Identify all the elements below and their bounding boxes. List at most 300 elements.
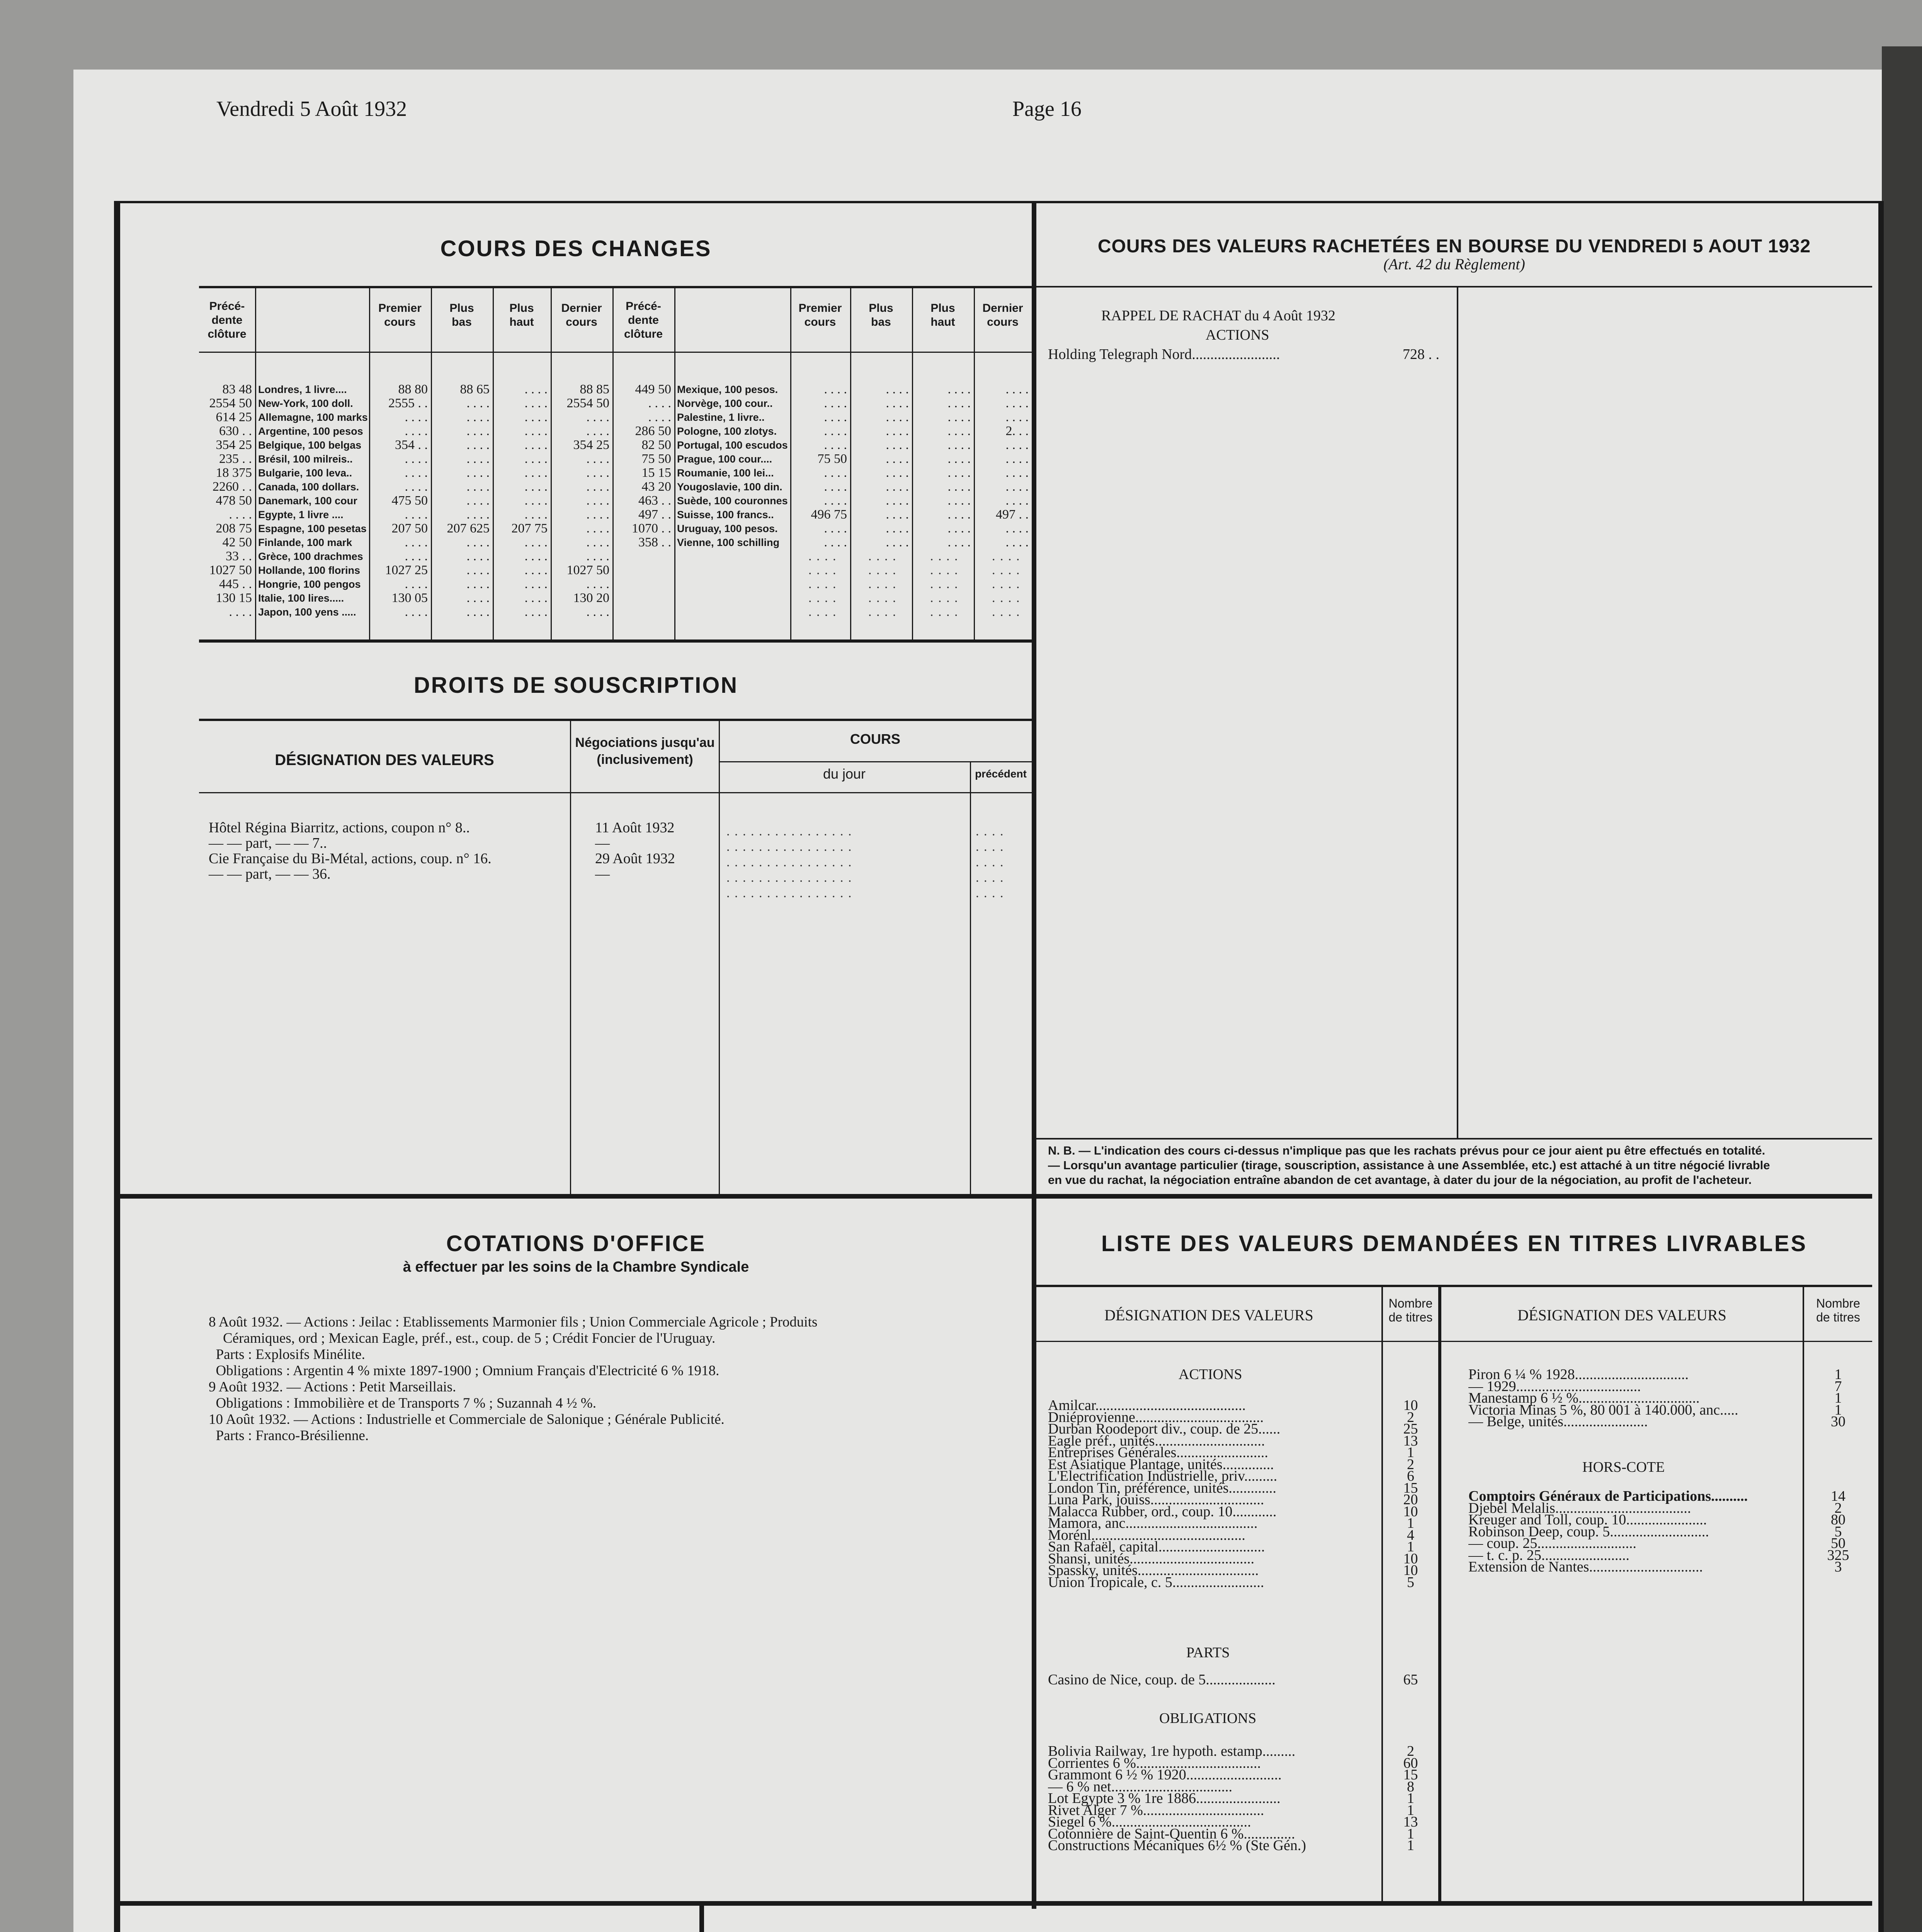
changes-cell-name: Espagne, 100 pesetas (258, 523, 367, 534)
changes-cell-last: . . . . (586, 577, 609, 591)
changes-cell-first: . . . . (405, 577, 428, 591)
changes-cell-prev: 463 . . (638, 493, 671, 508)
changes-cell-name: Allemagne, 100 marks (258, 412, 368, 423)
changes-cell-low: . . . . (886, 382, 909, 396)
changes-col-line (369, 286, 370, 639)
liste-col-designation-2: DÉSIGNATION DES VALEURS (1517, 1306, 1726, 1324)
changes-cell-first: 75 50 (817, 452, 847, 466)
changes-cell-last: 354 25 (573, 438, 609, 452)
changes-col-line (674, 286, 675, 639)
changes-cell-low: . . . . (466, 535, 490, 549)
cotations-line: Parts : Franco-Brésilienne. (209, 1428, 369, 1444)
liste-parts-heading: PARTS (1186, 1645, 1230, 1661)
liste-row-name: Robinson Deep, coup. 5........................... (1468, 1523, 1709, 1540)
empty-dots: . . . . (930, 549, 959, 563)
changes-cell-last: . . . . (586, 535, 609, 549)
col-prev-close: Précé- dente clôture (208, 300, 247, 340)
changes-cell-high: . . . . (947, 438, 971, 452)
changes-cell-name: Bulgarie, 100 leva.. (258, 467, 352, 479)
empty-dots: . . . . (930, 591, 959, 605)
liste-row-count: 1 (1407, 1837, 1414, 1854)
changes-cell-high: . . . . (947, 507, 971, 522)
changes-cell-high: . . . . (524, 549, 548, 563)
empty-dots: . . . . (868, 577, 897, 591)
liste-col-nombre: Nombre de titres (1388, 1296, 1433, 1324)
liste-row-count: 65 (1403, 1672, 1418, 1688)
liste-row-name: Cotonnière de Saint-Quentin 6 %.............. (1048, 1825, 1295, 1842)
cotations-line: 9 Août 1932. — Actions : Petit Marseillais. (209, 1379, 456, 1395)
changes-cell-name: Roumanie, 100 lei... (677, 467, 774, 479)
changes-cell-prev: 1070 . . (632, 521, 671, 536)
changes-cell-low: . . . . (466, 452, 490, 466)
changes-cell-name: Brésil, 100 milreis.. (258, 453, 353, 465)
liste-row-name: Casino de Nice, coup. de 5................... (1048, 1672, 1276, 1688)
liste-col-designation: DÉSIGNATION DES VALEURS (1104, 1306, 1313, 1324)
liste-row-name: — t. c. p. 25........................ (1468, 1547, 1629, 1563)
liste-row-name: L'Electrification Industrielle, priv......... (1048, 1468, 1277, 1484)
changes-cell-prev: . . . . (648, 410, 671, 424)
rachat-col-line (1457, 286, 1458, 1138)
changes-cell-first: 2555 . . (388, 396, 428, 410)
col-prev-close-2: Précé- dente clôture (624, 300, 663, 340)
changes-cell-last: . . . . (586, 424, 609, 438)
liste-row-name: Amilcar......................................... (1048, 1397, 1246, 1413)
cotations-line: Obligations : Immobilière et de Transports 7 % ; Suzannah 4 ½ %. (209, 1395, 596, 1411)
empty-dots: . . . . (992, 577, 1021, 591)
changes-cell-low: . . . . (886, 535, 909, 549)
changes-cell-first: . . . . (405, 549, 428, 563)
changes-cell-last: . . . . (586, 605, 609, 619)
empty-dots: . . . . . . . . . . . . . . . . (726, 855, 852, 869)
changes-bottom-rule (199, 639, 1032, 643)
droits-cours-rule (719, 761, 1032, 762)
liste-row-count: 15 (1403, 1480, 1418, 1496)
changes-cell-last: 2. . . (1005, 424, 1029, 438)
changes-cell-high: . . . . (947, 521, 971, 536)
changes-cell-first: 1027 25 (385, 563, 428, 577)
liste-row-name: Est Asiatique Plantage, unités.............. (1048, 1456, 1274, 1473)
vertical-divider-top (1032, 201, 1036, 1909)
liste-row-name: — Belge, unités....................... (1468, 1413, 1648, 1430)
changes-cell-low: . . . . (886, 410, 909, 424)
cotations-line: 8 Août 1932. — Actions : Jeilac : Etablissements Marmonier fils ; Union Commerciale Agricole ; Produits (209, 1314, 818, 1330)
changes-cell-low: . . . . (466, 549, 490, 563)
liste-col-line-double (1438, 1285, 1441, 1901)
changes-cell-last: . . . . (1005, 535, 1029, 549)
liste-row-name: San Rafaël, capital............................. (1048, 1539, 1265, 1555)
empty-dots: . . . . (976, 824, 1004, 838)
changes-cell-high: . . . . (524, 452, 548, 466)
changes-cell-prev: 75 50 (641, 452, 671, 466)
changes-cell-high: . . . . (947, 466, 971, 480)
changes-cell-name: Palestine, 1 livre.. (677, 412, 765, 423)
page-number: Page 16 (1012, 97, 1082, 121)
droits-top-rule (199, 719, 1032, 721)
changes-cell-high: . . . . (947, 535, 971, 549)
liste-row-name: Constructions Mécaniques 6½ % (Ste Gén.) (1048, 1837, 1306, 1854)
liste-row-name: Grammont 6 ½ % 1920.......................... (1048, 1767, 1282, 1783)
changes-cell-last: . . . . (586, 549, 609, 563)
changes-cell-first: . . . . (824, 424, 847, 438)
empty-dots: . . . . (808, 549, 837, 563)
liste-row-count: 50 (1831, 1535, 1845, 1551)
empty-dots: . . . . (808, 591, 837, 605)
changes-cell-prev: 82 50 (641, 438, 671, 452)
changes-cell-last: 1027 50 (566, 563, 609, 577)
empty-dots: . . . . (976, 840, 1004, 854)
liste-row-count: 4 (1407, 1527, 1414, 1543)
changes-cell-first: 207 50 (391, 521, 428, 536)
col-high-2: Plus haut (930, 302, 955, 328)
changes-cell-prev: 286 50 (635, 424, 671, 438)
liste-row-count: 60 (1403, 1755, 1418, 1771)
liste-row-name: Manestamp 6 ½ %................................. (1468, 1390, 1700, 1406)
changes-cell-last: . . . . (586, 466, 609, 480)
changes-cell-low: . . . . (466, 410, 490, 424)
changes-cell-high: . . . . (524, 591, 548, 605)
changes-cell-prev: 630 . . (219, 424, 252, 438)
changes-cell-prev: 497 . . (638, 507, 671, 522)
changes-cell-last: . . . . (1005, 452, 1029, 466)
liste-row-name: Corrientes 6 %.................................. (1048, 1755, 1261, 1771)
liste-row-name: Victoria Minas 5 %, 80 001 à 140.000, anc..... (1468, 1401, 1738, 1418)
liste-row-name: Piron 6 ¼ % 1928............................... (1468, 1366, 1689, 1383)
changes-cell-first: . . . . (405, 480, 428, 494)
changes-cell-first: . . . . (824, 438, 847, 452)
changes-cell-low: . . . . (886, 493, 909, 508)
changes-cell-name: Argentine, 100 pesos (258, 425, 363, 437)
changes-cell-high: . . . . (524, 480, 548, 494)
changes-cell-name: Yougoslavie, 100 din. (677, 481, 782, 493)
liste-row-name: Entreprises Générales......................... (1048, 1444, 1268, 1461)
liste-row-name: Union Tropicale, c. 5......................... (1048, 1574, 1264, 1590)
changes-cell-low: . . . . (466, 591, 490, 605)
liste-row-name: Luna Park, jouiss............................... (1048, 1492, 1264, 1508)
liste-row-name: Dniéprovienne................................... (1048, 1409, 1264, 1425)
changes-cell-name: Danemark, 100 cour (258, 495, 357, 507)
droits-col-line (719, 719, 720, 1194)
rachat-rappel: RAPPEL DE RACHAT du 4 Août 1932 (1101, 308, 1335, 324)
changes-cell-low: . . . . (886, 424, 909, 438)
empty-dots: . . . . (930, 563, 959, 577)
cotations-line: Obligations : Argentin 4 % mixte 1897-1900 ; Omnium Français d'Electricité 6 % 1918. (209, 1363, 719, 1379)
rachat-subtitle: (Art. 42 du Règlement) (1383, 255, 1525, 273)
changes-cell-first: . . . . (405, 535, 428, 549)
liste-row-name: Rivet Alger 7 %................................. (1048, 1802, 1264, 1818)
changes-cell-last: . . . . (1005, 493, 1029, 508)
changes-cell-first: . . . . (824, 480, 847, 494)
liste-row-name: — coup. 25........................... (1468, 1535, 1636, 1551)
droits-row-date: — (595, 835, 610, 851)
droits-row-name: Cie Française du Bi-Métal, actions, coup. n° 16. (209, 850, 492, 867)
liste-row-count: 7 (1834, 1378, 1842, 1395)
empty-dots: . . . . . . . . . . . . . . . . (726, 871, 852, 885)
changes-cell-last: . . . . (586, 521, 609, 536)
droits-title: DROITS DE SOUSCRIPTION (413, 673, 738, 698)
liste-row-count: 1 (1407, 1790, 1414, 1806)
liste-row-name: Kreuger and Toll, coup. 10...................... (1468, 1512, 1707, 1528)
droits-row-name: Hôtel Régina Biarritz, actions, coupon n° 8.. (209, 820, 470, 836)
cotations-subtitle: à effectuer par les soins de la Chambre Syndicale (403, 1259, 749, 1275)
changes-cell-prev: 130 15 (216, 591, 252, 605)
changes-cell-low: . . . . (466, 563, 490, 577)
empty-dots: . . . . (976, 871, 1004, 885)
changes-cell-first: 88 80 (398, 382, 428, 396)
liste-row-count: 10 (1403, 1562, 1418, 1578)
changes-cell-name: Pologne, 100 zlotys. (677, 425, 777, 437)
changes-cell-name: Grèce, 100 drachmes (258, 551, 363, 562)
droits-row-name: — — part, — — 7.. (209, 835, 327, 851)
changes-cell-high: . . . . (524, 605, 548, 619)
changes-cell-last: 130 20 (573, 591, 609, 605)
changes-cell-high: 207 75 (511, 521, 548, 536)
changes-cell-first: . . . . (824, 493, 847, 508)
changes-cell-last: . . . . (1005, 466, 1029, 480)
liste-oblig-heading: OBLIGATIONS (1159, 1710, 1257, 1726)
liste-row-count: 80 (1831, 1512, 1845, 1528)
changes-cell-low: . . . . (886, 521, 909, 536)
changes-cell-low: . . . . (886, 507, 909, 522)
changes-cell-high: . . . . (524, 577, 548, 591)
liste-header-bottom-rule (1036, 1341, 1872, 1342)
empty-dots: . . . . (992, 591, 1021, 605)
changes-cell-prev: 354 25 (216, 438, 252, 452)
changes-cell-first: 130 05 (391, 591, 428, 605)
empty-dots: . . . . (930, 605, 959, 619)
liste-row-count: 3 (1834, 1559, 1842, 1575)
droits-header-rule (199, 792, 1032, 793)
liste-row-count: 2 (1407, 1409, 1414, 1425)
changes-col-line (255, 286, 256, 639)
changes-cell-high: . . . . (524, 382, 548, 396)
empty-dots: . . . . (868, 605, 897, 619)
rachat-item-name: Holding Telegraph Nord........................ (1048, 346, 1280, 362)
liste-col-nombre-2: Nombre de titres (1816, 1296, 1860, 1324)
droits-col-line (570, 719, 571, 1194)
liste-row-name: Extension de Nantes............................... (1468, 1559, 1703, 1575)
changes-cell-high: . . . . (947, 452, 971, 466)
changes-cell-last: 497 . . (996, 507, 1029, 522)
empty-dots: . . . . (808, 605, 837, 619)
changes-cell-high: . . . . (947, 480, 971, 494)
liste-row-count: 1 (1407, 1515, 1414, 1531)
liste-row-count: 2 (1407, 1456, 1414, 1473)
changes-cell-first: . . . . (824, 521, 847, 536)
changes-cell-high: . . . . (524, 563, 548, 577)
liste-row-count: 15 (1403, 1767, 1418, 1783)
col-low-2: Plus bas (869, 302, 893, 328)
liste-row-count: 5 (1407, 1574, 1414, 1590)
col-last-2: Dernier cours (982, 302, 1023, 328)
liste-row-name: Comptoirs Généraux de Participations.......... (1468, 1488, 1748, 1504)
changes-cell-low: . . . . (466, 605, 490, 619)
liste-row-count: 1 (1407, 1825, 1414, 1842)
droits-row-date: 29 Août 1932 (595, 850, 675, 867)
changes-cell-name: Suisse, 100 francs.. (677, 509, 774, 520)
changes-cell-prev: 83 48 (222, 382, 252, 396)
changes-cell-name: Hollande, 100 florins (258, 565, 361, 576)
changes-cell-name: Suède, 100 couronnes (677, 495, 788, 507)
changes-cell-prev: 208 75 (216, 521, 252, 536)
liste-row-count: 1 (1407, 1802, 1414, 1818)
horizontal-divider-mid (120, 1194, 1872, 1199)
droits-row-date: 11 Août 1932 (595, 820, 675, 836)
liste-row-name: London Tin, préférence, unités............. (1048, 1480, 1277, 1496)
changes-cell-first: . . . . (824, 535, 847, 549)
liste-row-count: 13 (1403, 1814, 1418, 1830)
liste-row-count: 25 (1403, 1421, 1418, 1437)
liste-row-name: Bolivia Railway, 1re hypoth. estamp......... (1048, 1743, 1296, 1759)
empty-dots: . . . . (976, 886, 1004, 900)
liste-row-count: 1 (1407, 1444, 1414, 1461)
changes-cell-prev: 1027 50 (209, 563, 252, 577)
changes-cell-first: 354 . . (395, 438, 428, 452)
changes-cell-prev: 478 50 (216, 493, 252, 508)
changes-cell-name: Belgique, 100 belgas (258, 439, 362, 451)
droits-col-nego: Négociations jusqu'au (inclusivement) (575, 735, 715, 767)
col-first-price-2: Premier cours (798, 302, 842, 328)
changes-cell-high: . . . . (947, 493, 971, 508)
changes-cell-first: . . . . (405, 410, 428, 424)
changes-cell-name: Prague, 100 cour.... (677, 453, 772, 465)
changes-cell-last: . . . . (1005, 438, 1029, 452)
changes-cell-prev: 42 50 (222, 535, 252, 549)
droits-row-name: — — part, — — 36. (209, 866, 331, 882)
changes-cell-prev: 2554 50 (209, 396, 252, 410)
liste-hors-heading: HORS-COTE (1582, 1459, 1665, 1475)
empty-dots: . . . . (930, 577, 959, 591)
changes-cell-low: . . . . (466, 438, 490, 452)
cotations-title: COTATIONS D'OFFICE (446, 1231, 706, 1256)
changes-cell-low: . . . . (886, 466, 909, 480)
rachat-item-value: 728 . . (1403, 346, 1439, 362)
changes-cell-low: 207 625 (447, 521, 490, 536)
rachat-header-rule (1036, 286, 1872, 287)
changes-cell-last: . . . . (586, 452, 609, 466)
changes-cell-last: 88 85 (580, 382, 609, 396)
changes-cell-prev: . . . . (648, 396, 671, 410)
changes-cell-high: . . . . (524, 410, 548, 424)
liste-row-name: Eagle préf., unités.............................. (1048, 1432, 1265, 1449)
liste-row-count: 10 (1403, 1503, 1418, 1520)
empty-dots: . . . . (868, 549, 897, 563)
changes-cell-high: . . . . (524, 438, 548, 452)
changes-cell-high: . . . . (524, 396, 548, 410)
changes-cell-first: . . . . (405, 605, 428, 619)
changes-cell-first: . . . . (405, 507, 428, 522)
changes-cell-name: Norvège, 100 cour.. (677, 398, 773, 409)
liste-row-count: 1 (1834, 1390, 1842, 1406)
droits-col-designation: DÉSIGNATION DES VALEURS (275, 752, 494, 769)
changes-cell-low: . . . . (886, 438, 909, 452)
changes-cell-high: . . . . (524, 493, 548, 508)
changes-cell-first: 496 75 (811, 507, 847, 522)
droits-col-prec: précédent (975, 768, 1027, 780)
col-last: Dernier cours (561, 302, 602, 328)
changes-cell-prev: 15 15 (641, 466, 671, 480)
changes-cell-first: 475 50 (391, 493, 428, 508)
changes-cell-low: . . . . (466, 507, 490, 522)
liste-actions-heading: ACTIONS (1179, 1366, 1242, 1383)
liste-header-top-rule (1036, 1285, 1872, 1287)
empty-dots: . . . . (808, 577, 837, 591)
rachat-nb-3: en vue du rachat, la négociation entraîne abandon de cet avantage, à dater du jour de la négociation, au profit de l'acheteur. (1048, 1173, 1752, 1187)
changes-cell-low: . . . . (886, 452, 909, 466)
col-first-price: Premier cours (378, 302, 422, 328)
empty-dots: . . . . (992, 549, 1021, 563)
changes-cell-prev: . . . . (229, 507, 252, 522)
changes-cell-name: Finlande, 100 mark (258, 537, 352, 548)
changes-cell-name: Mexique, 100 pesos. (677, 384, 778, 395)
changes-cell-low: . . . . (466, 466, 490, 480)
liste-row-name: Shansi, unités.................................. (1048, 1550, 1255, 1567)
changes-cell-high: . . . . (947, 410, 971, 424)
rachat-nb-rule (1036, 1138, 1872, 1139)
changes-cell-prev: 449 50 (635, 382, 671, 396)
empty-dots: . . . . . . . . . . . . . . . . (726, 824, 852, 838)
liste-row-count: 1 (1834, 1401, 1842, 1418)
changes-cell-first: . . . . (824, 396, 847, 410)
liste-row-count: 30 (1831, 1413, 1845, 1430)
liste-row-count: 10 (1403, 1550, 1418, 1567)
changes-cell-name: Canada, 100 dollars. (258, 481, 359, 493)
changes-cell-name: Hongrie, 100 pengos (258, 578, 361, 590)
vertical-divider-bottom (699, 1905, 704, 1932)
empty-dots: . . . . (976, 855, 1004, 869)
changes-header-top-rule (199, 286, 1032, 288)
changes-cell-first: . . . . (405, 452, 428, 466)
liste-row-name: Spassky, unités................................. (1048, 1562, 1259, 1578)
changes-cell-last: . . . . (586, 493, 609, 508)
liste-row-name: Mamora, anc.................................... (1048, 1515, 1258, 1531)
col-low: Plus bas (449, 302, 474, 328)
liste-row-name: Malacca Rubber, ord., coup. 10............ (1048, 1503, 1277, 1520)
empty-dots: . . . . (808, 563, 837, 577)
changes-cell-name: Londres, 1 livre.... (258, 384, 347, 395)
liste-row-name: Durban Roodeport div., coup. de 25...... (1048, 1421, 1281, 1437)
changes-col-line (850, 286, 851, 639)
empty-dots: . . . . . . . . . . . . . . . . (726, 840, 852, 854)
changes-col-line (790, 286, 791, 639)
changes-cell-prev: 358 . . (638, 535, 671, 549)
changes-cell-low: . . . . (886, 480, 909, 494)
changes-cell-prev: 235 . . (219, 452, 252, 466)
droits-row-date: — (595, 866, 610, 882)
changes-cell-high: . . . . (524, 507, 548, 522)
rachat-nb-1: N. B. — L'indication des cours ci-dessus n'implique pas que les rachats prévus pour ce jour aient pu être effectués en totalité. (1048, 1144, 1766, 1157)
changes-cell-high: . . . . (524, 535, 548, 549)
changes-cell-low: . . . . (466, 493, 490, 508)
changes-cell-high: . . . . (524, 424, 548, 438)
liste-row-count: 14 (1831, 1488, 1845, 1504)
changes-cell-high: . . . . (947, 396, 971, 410)
changes-cell-high: . . . . (947, 382, 971, 396)
page-edge-shadow (1882, 46, 1922, 1932)
liste-row-count: 2 (1407, 1743, 1414, 1759)
changes-cell-first: . . . . (824, 410, 847, 424)
empty-dots: . . . . (868, 591, 897, 605)
empty-dots: . . . . (992, 563, 1021, 577)
rachat-nb-2: — Lorsqu'un avantage particulier (tirage, souscription, assistance à une Assemblée, etc.) est attaché à un titre négocié livrable (1048, 1158, 1770, 1172)
changes-header-bottom-rule (199, 352, 1032, 353)
changes-col-line (912, 286, 913, 639)
changes-cell-last: 2554 50 (566, 396, 609, 410)
cotations-line: 10 Août 1932. — Actions : Industrielle et Commerciale de Salonique ; Générale Publicité. (209, 1412, 725, 1427)
liste-row-name: Siegel 6 %...................................... (1048, 1814, 1251, 1830)
cotations-line: Parts : Explosifs Minélite. (209, 1347, 365, 1362)
changes-col-line (493, 286, 494, 639)
changes-col-line (551, 286, 552, 639)
